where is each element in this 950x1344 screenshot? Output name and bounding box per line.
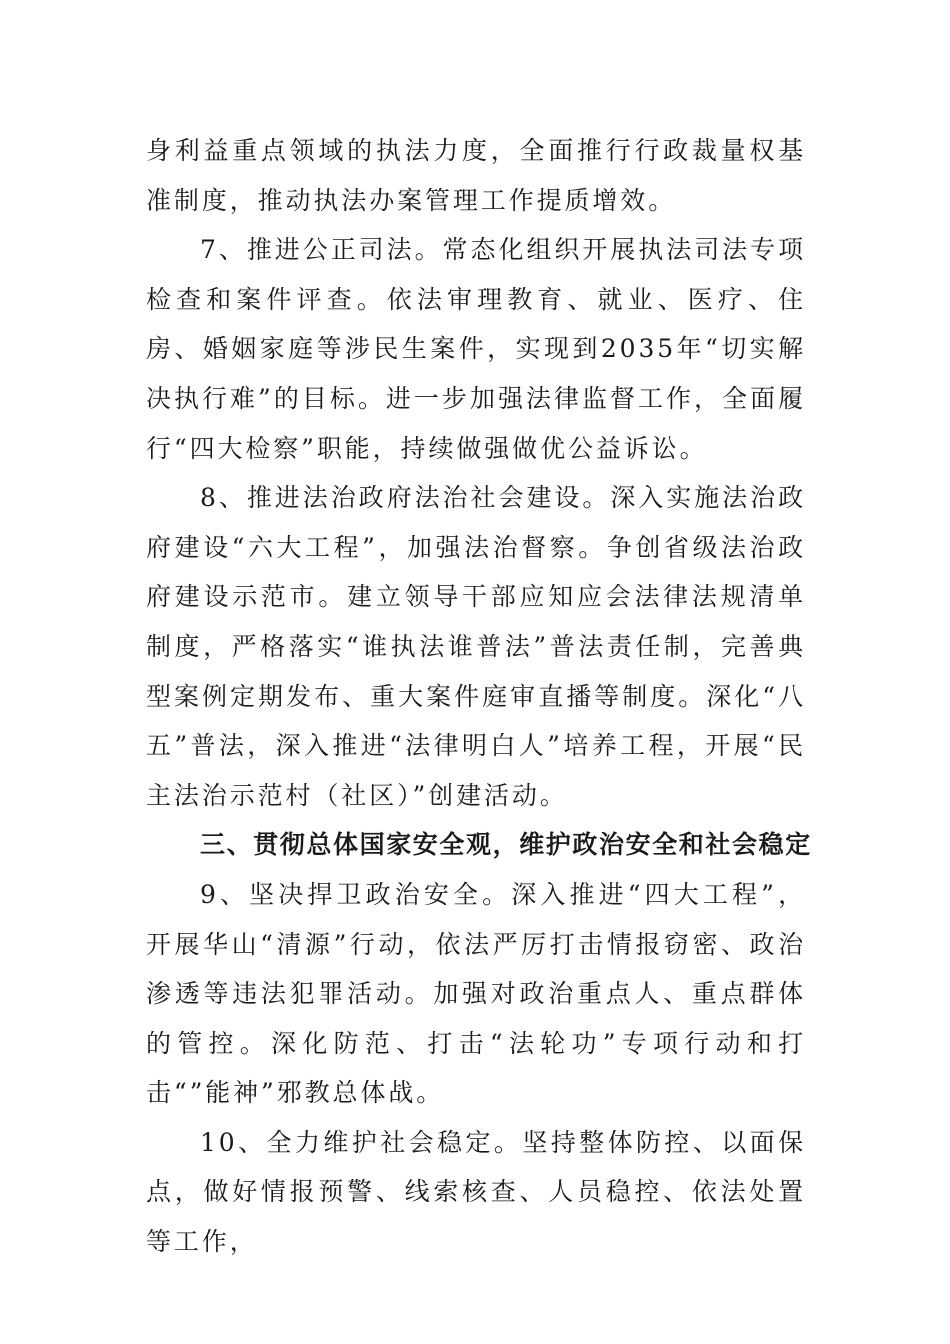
paragraph-item-10: 10、全力维护社会稳定。坚持整体防控、以面保点，做好情报预警、线索核查、人员稳控、依法处置等工作，: [146, 1127, 806, 1257]
document-body: [146, 126, 812, 1267]
paragraph-item-8: 8、推进法治政府法治社会建设。深入实施法治政府建设“六大工程”，加强法治督察。争创省级法治政府建设示范市。建立领导干部应知应会法律法规清单制度，严格落实“谁执法谁普法”普法责任制，完善典型案例定期发布、重大案件庭审直播等制度。深化“八五”普法，深入推进“法律明白人”培养工程，开展“民主法治示范村（社区）”创建活动。: [146, 483, 806, 810]
paragraph-continuation: 身利益重点领域的执法力度，全面推行行政裁量权基准制度，推动执法办案管理工作提质增效。: [146, 136, 806, 215]
paragraph-item-9: 9、坚决捍卫政治安全。深入推进“四大工程”，开展华山“清源”行动，依法严厉打击情报窃密、政治渗透等违法犯罪活动。加强对政治重点人、重点群体的管控。深化防范、打击“法轮功”专项行动和打击“”能神”邪教总体战。: [146, 879, 806, 1108]
section-heading: 三、贯彻总体国家安全观，维护政治安全和社会稳定: [200, 830, 812, 860]
paragraph-item-7: 7、推进公正司法。常态化组织开展执法司法专项检查和案件评查。依法审理教育、就业、医疗、住房、婚姻家庭等涉民生案件，实现到2035年“切实解决执行难”的目标。进一步加强法律监督工作，全面履行“四大检察”职能，持续做强做优公益诉讼。: [146, 235, 806, 463]
